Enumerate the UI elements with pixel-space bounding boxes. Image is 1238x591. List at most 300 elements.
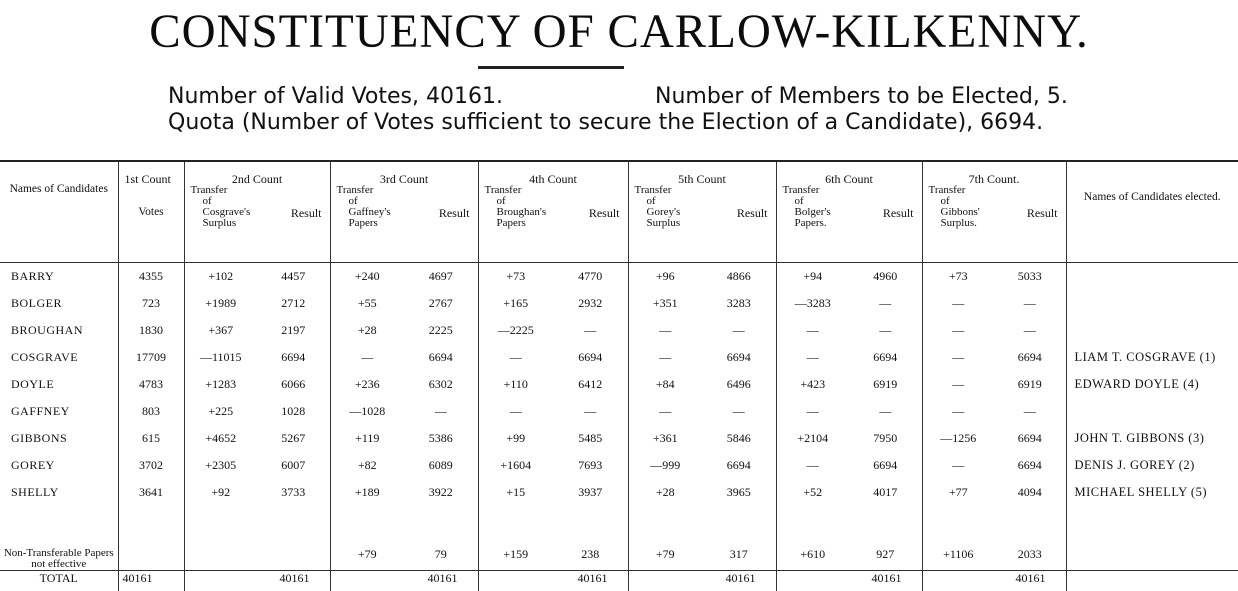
count-pair	[185, 458, 330, 473]
transfer-value: —1256	[923, 431, 995, 446]
first-count-votes: 1830	[118, 317, 184, 344]
result-value: —	[849, 323, 922, 338]
count-pair	[331, 458, 478, 473]
count-cell	[922, 290, 1066, 317]
transfer-header-line: Transfer	[635, 185, 681, 196]
transfer-value: +73	[923, 269, 995, 284]
count-subheader	[777, 185, 922, 229]
result-value: 6066	[257, 377, 330, 392]
transfer-value: +225	[185, 404, 258, 419]
transfer-header-line: Gaffney's	[337, 207, 391, 218]
total-row	[0, 571, 1238, 591]
transfer-value: +1989	[185, 296, 258, 311]
count-pair	[777, 323, 922, 338]
count-pair	[777, 377, 922, 392]
table-row	[0, 290, 1238, 317]
transfer-header-line: Transfer	[191, 185, 251, 196]
candidate-name: GAFFNEY	[0, 398, 118, 425]
candidate-name: BOLGER	[0, 290, 118, 317]
first-count-votes: 723	[118, 290, 184, 317]
total-value: 40161	[543, 571, 628, 586]
transfer-value: —	[923, 323, 995, 338]
transfer-value: +367	[185, 323, 258, 338]
result-value: 317	[702, 547, 776, 562]
transfer-header-line: Papers	[337, 218, 391, 229]
candidate-name: BROUGHAN	[0, 317, 118, 344]
transfer-value: +351	[629, 296, 703, 311]
transfer-header-line: of	[929, 196, 980, 207]
count-cell	[776, 398, 922, 425]
candidate-name: SHELLY	[0, 479, 118, 506]
count-pair	[185, 431, 330, 446]
quota: Quota (Number of Votes sufficient to secure the Election of a Candidate), 6694.	[168, 110, 1043, 135]
result-value: 6919	[849, 377, 922, 392]
transfer-value: —999	[629, 458, 703, 473]
transfer-value: —	[629, 350, 703, 365]
count-pair	[185, 485, 330, 500]
result-value: 6694	[994, 431, 1066, 446]
elected-name	[1066, 290, 1238, 317]
count-cell	[184, 371, 330, 398]
result-value: 2225	[404, 323, 478, 338]
count-cell	[330, 479, 478, 506]
total-value: 40161	[247, 571, 330, 586]
transfer-value: —	[629, 323, 703, 338]
transfer-value: +28	[331, 323, 405, 338]
count-pair	[331, 485, 478, 500]
table-row	[0, 263, 1238, 291]
table-row	[0, 425, 1238, 452]
transfer-header	[635, 185, 681, 229]
count-subheader	[629, 185, 776, 229]
count-pair	[777, 431, 922, 446]
total-transfer-blank	[479, 571, 544, 586]
count-cell	[478, 479, 628, 506]
first-count-votes: 803	[118, 398, 184, 425]
transfer-value: +28	[629, 485, 703, 500]
candidate-name: GIBBONS	[0, 425, 118, 452]
count-title: 7th Count.	[923, 162, 1066, 185]
transfer-header-line: Transfer	[929, 185, 980, 196]
count-pair	[185, 377, 330, 392]
result-value: —	[849, 296, 922, 311]
votes-header: Votes	[119, 185, 184, 218]
transfer-value: +1106	[923, 547, 995, 562]
transfer-header-line: Surplus.	[929, 218, 980, 229]
result-value: 4697	[404, 269, 478, 284]
members-to-elect: Number of Members to be Elected, 5.	[655, 84, 1068, 109]
count-subheader	[479, 185, 628, 229]
count-cell	[922, 263, 1066, 291]
count-pair	[777, 350, 922, 365]
transfer-value: +82	[331, 458, 405, 473]
valid-votes: Number of Valid Votes, 40161.	[168, 84, 503, 109]
count-cell	[922, 479, 1066, 506]
header-count-4	[478, 161, 628, 263]
non-transferable-label: Non-Transferable Papers not effective	[0, 506, 118, 571]
transfer-header-line: Transfer	[337, 185, 391, 196]
result-header: Result	[439, 208, 470, 229]
total-value: 40161	[839, 571, 922, 586]
count-cell	[478, 263, 628, 291]
count-pair	[777, 404, 922, 419]
transfer-value: —	[923, 404, 995, 419]
transfer-header-line: Surplus	[191, 218, 251, 229]
transfer-header	[929, 185, 980, 229]
elected-name: LIAM T. COSGRAVE (1)	[1066, 344, 1238, 371]
result-value: 6694	[994, 350, 1066, 365]
transfer-header-line: Transfer	[783, 185, 831, 196]
transfer-value: +55	[331, 296, 405, 311]
result-value: 79	[404, 547, 478, 562]
result-header: Result	[1027, 208, 1058, 229]
count-cell	[330, 398, 478, 425]
count-cell	[330, 452, 478, 479]
transfer-value: +119	[331, 431, 405, 446]
count-pair	[331, 547, 478, 562]
count-pair	[479, 404, 628, 419]
count-cell	[330, 425, 478, 452]
transfer-value: +96	[629, 269, 703, 284]
transfer-header-line: Surplus	[635, 218, 681, 229]
count-cell	[628, 479, 776, 506]
result-value: 4457	[257, 269, 330, 284]
total-pair	[331, 571, 478, 586]
count-cell	[776, 317, 922, 344]
result-value: 7950	[849, 431, 922, 446]
count-cell	[478, 452, 628, 479]
table-row	[0, 317, 1238, 344]
elected-name	[1066, 506, 1238, 571]
result-value: —	[702, 404, 776, 419]
count-pair	[479, 296, 628, 311]
elected-name: MICHAEL SHELLY (5)	[1066, 479, 1238, 506]
table-row	[0, 452, 1238, 479]
count-pair	[923, 323, 1066, 338]
result-value: 238	[553, 547, 628, 562]
transfer-value: +165	[479, 296, 554, 311]
result-value: 3965	[702, 485, 776, 500]
first-count-votes	[118, 506, 184, 571]
header-count-7	[922, 161, 1066, 263]
transfer-value: +79	[331, 547, 405, 562]
result-header: Result	[589, 208, 620, 229]
count-pair	[331, 377, 478, 392]
candidate-name: COSGRAVE	[0, 344, 118, 371]
result-value: 6089	[404, 458, 478, 473]
count-pair	[185, 350, 330, 365]
result-value: 2033	[994, 547, 1066, 562]
count-cell	[922, 344, 1066, 371]
result-value: 6694	[257, 350, 330, 365]
transfer-value: +2104	[777, 431, 850, 446]
count-cell	[184, 263, 330, 291]
result-value: 5846	[702, 431, 776, 446]
count-pair	[479, 431, 628, 446]
count-subheader	[331, 185, 478, 229]
count-pair	[331, 431, 478, 446]
total-transfer-blank	[777, 571, 840, 586]
count-pair	[923, 377, 1066, 392]
elected-name: JOHN T. GIBBONS (3)	[1066, 425, 1238, 452]
result-value: 2197	[257, 323, 330, 338]
result-value: 6302	[404, 377, 478, 392]
elected-name: EDWARD DOYLE (4)	[1066, 371, 1238, 398]
total-value: 40161	[394, 571, 478, 586]
count-pair	[185, 296, 330, 311]
count-cell	[184, 290, 330, 317]
table-row	[0, 344, 1238, 371]
transfer-value: +102	[185, 269, 258, 284]
count-title: 6th Count	[777, 162, 922, 185]
first-count-votes: 3702	[118, 452, 184, 479]
results-table	[0, 160, 1238, 591]
count-pair	[777, 485, 922, 500]
results-body	[0, 263, 1238, 591]
transfer-value: +4652	[185, 431, 258, 446]
result-value: 6007	[257, 458, 330, 473]
count-cell	[922, 452, 1066, 479]
count-pair	[479, 350, 628, 365]
transfer-header-line: Cosgrave's	[191, 207, 251, 218]
count-pair	[629, 350, 776, 365]
count-pair	[185, 269, 330, 284]
result-value: 5267	[257, 431, 330, 446]
result-value: —	[994, 323, 1066, 338]
transfer-value: +84	[629, 377, 703, 392]
count-cell	[478, 371, 628, 398]
transfer-header-line: of	[635, 196, 681, 207]
count-title: 3rd Count	[331, 162, 478, 185]
total-transfer-blank	[629, 571, 693, 586]
table-row	[0, 371, 1238, 398]
count-cell	[628, 398, 776, 425]
count-cell	[776, 452, 922, 479]
first-count-votes: 17709	[118, 344, 184, 371]
transfer-value: +73	[479, 269, 554, 284]
transfer-value: —3283	[777, 296, 850, 311]
first-count-title: 1st Count	[119, 162, 184, 185]
count-cell	[184, 479, 330, 506]
count-cell	[628, 344, 776, 371]
result-value: 4094	[994, 485, 1066, 500]
elected-name	[1066, 317, 1238, 344]
result-value: 3922	[404, 485, 478, 500]
count-pair	[185, 323, 330, 338]
count-cell	[478, 290, 628, 317]
first-count-votes: 4783	[118, 371, 184, 398]
total-cell	[184, 571, 330, 591]
transfer-value: +1283	[185, 377, 258, 392]
transfer-value: +15	[479, 485, 554, 500]
count-cell	[478, 506, 628, 571]
transfer-value: —	[923, 296, 995, 311]
transfer-header-line: of	[485, 196, 547, 207]
transfer-header-line: Broughan's	[485, 207, 547, 218]
count-pair	[629, 323, 776, 338]
count-cell	[478, 425, 628, 452]
count-pair	[777, 458, 922, 473]
count-pair	[331, 404, 478, 419]
count-cell	[922, 506, 1066, 571]
header-first-count	[118, 161, 184, 263]
total-pair	[923, 571, 1066, 586]
count-cell	[776, 371, 922, 398]
count-cell	[628, 506, 776, 571]
count-cell	[776, 344, 922, 371]
result-value: 6412	[553, 377, 628, 392]
total-transfer-blank	[923, 571, 985, 586]
transfer-header-line: Gibbons'	[929, 207, 980, 218]
count-cell	[330, 344, 478, 371]
transfer-value: +236	[331, 377, 405, 392]
count-cell	[776, 479, 922, 506]
count-cell	[330, 371, 478, 398]
count-cell	[330, 506, 478, 571]
candidate-name: DOYLE	[0, 371, 118, 398]
transfer-value: —	[777, 350, 850, 365]
count-cell	[628, 371, 776, 398]
table-row	[0, 398, 1238, 425]
elected-header: Names of Candidates elected.	[1067, 162, 1238, 203]
result-header: Result	[883, 208, 914, 229]
header-row	[0, 161, 1238, 263]
count-title: 2nd Count	[185, 162, 330, 185]
header-names-label: Names of Candidates	[10, 183, 108, 195]
count-pair	[777, 269, 922, 284]
result-value: 6694	[702, 458, 776, 473]
count-cell	[628, 425, 776, 452]
transfer-value: +79	[629, 547, 703, 562]
transfer-value: —	[923, 377, 995, 392]
total-value: 40161	[984, 571, 1066, 586]
total-cell	[478, 571, 628, 591]
transfer-value: +423	[777, 377, 850, 392]
result-value: 4017	[849, 485, 922, 500]
title-divider	[478, 66, 624, 69]
non-transferable-row	[0, 506, 1238, 571]
total-cell	[330, 571, 478, 591]
first-count-votes: 615	[118, 425, 184, 452]
transfer-value: +240	[331, 269, 405, 284]
count-cell	[628, 317, 776, 344]
header-elected	[1066, 161, 1238, 263]
count-title: 4th Count	[479, 162, 628, 185]
count-pair	[923, 296, 1066, 311]
transfer-value: —	[777, 404, 850, 419]
transfer-header-line: Gorey's	[635, 207, 681, 218]
count-pair	[331, 350, 478, 365]
count-cell	[478, 344, 628, 371]
count-pair	[923, 485, 1066, 500]
result-value: 5386	[404, 431, 478, 446]
count-cell	[922, 425, 1066, 452]
count-subheader	[185, 185, 330, 229]
transfer-header	[783, 185, 831, 229]
result-value: 6694	[849, 350, 922, 365]
count-cell	[922, 317, 1066, 344]
result-value: 5485	[553, 431, 628, 446]
transfer-value: +2305	[185, 458, 258, 473]
result-header: Result	[737, 208, 768, 229]
transfer-header	[485, 185, 547, 229]
count-pair	[479, 269, 628, 284]
elected-name	[1066, 263, 1238, 291]
table-row	[0, 479, 1238, 506]
result-value: 6694	[404, 350, 478, 365]
count-pair	[479, 323, 628, 338]
result-header: Result	[291, 208, 322, 229]
count-cell	[628, 290, 776, 317]
count-pair	[185, 404, 330, 419]
total-transfer-blank	[185, 571, 248, 586]
transfer-header-line: of	[783, 196, 831, 207]
result-value: 3283	[702, 296, 776, 311]
page-title: CONSTITUENCY OF CARLOW-KILKENNY.	[12, 4, 1225, 59]
header-names	[0, 161, 118, 263]
total-value: 40161	[692, 571, 776, 586]
result-value: 927	[849, 547, 922, 562]
count-cell	[330, 290, 478, 317]
total-cell	[776, 571, 922, 591]
count-pair	[331, 296, 478, 311]
transfer-value: —	[479, 404, 554, 419]
transfer-value: +1604	[479, 458, 554, 473]
header-count-3	[330, 161, 478, 263]
header-count-2	[184, 161, 330, 263]
count-cell	[776, 263, 922, 291]
transfer-value: —	[777, 458, 850, 473]
result-value: 3937	[553, 485, 628, 500]
count-pair	[629, 485, 776, 500]
transfer-value: +77	[923, 485, 995, 500]
result-value: 3733	[257, 485, 330, 500]
transfer-value: —	[479, 350, 554, 365]
count-pair	[479, 458, 628, 473]
count-pair	[629, 404, 776, 419]
count-pair	[331, 269, 478, 284]
count-cell	[922, 398, 1066, 425]
transfer-header-line: of	[337, 196, 391, 207]
transfer-value: +189	[331, 485, 405, 500]
count-cell	[776, 290, 922, 317]
count-pair	[629, 547, 776, 562]
count-cell	[184, 425, 330, 452]
count-cell	[922, 371, 1066, 398]
count-cell	[184, 317, 330, 344]
transfer-header-line: Bolger's	[783, 207, 831, 218]
elected-name	[1066, 398, 1238, 425]
candidate-name: GOREY	[0, 452, 118, 479]
count-pair	[923, 404, 1066, 419]
count-pair	[777, 547, 922, 562]
transfer-value: +159	[479, 547, 554, 562]
count-cell	[478, 317, 628, 344]
count-pair	[479, 377, 628, 392]
result-value: —	[994, 404, 1066, 419]
result-value: 4960	[849, 269, 922, 284]
result-value: —	[702, 323, 776, 338]
header-count-5	[628, 161, 776, 263]
count-cell	[776, 425, 922, 452]
count-pair	[923, 547, 1066, 562]
transfer-header-line: Papers	[485, 218, 547, 229]
transfer-value: +361	[629, 431, 703, 446]
count-pair	[629, 269, 776, 284]
count-cell	[478, 398, 628, 425]
count-pair	[923, 431, 1066, 446]
result-value: 6694	[994, 458, 1066, 473]
